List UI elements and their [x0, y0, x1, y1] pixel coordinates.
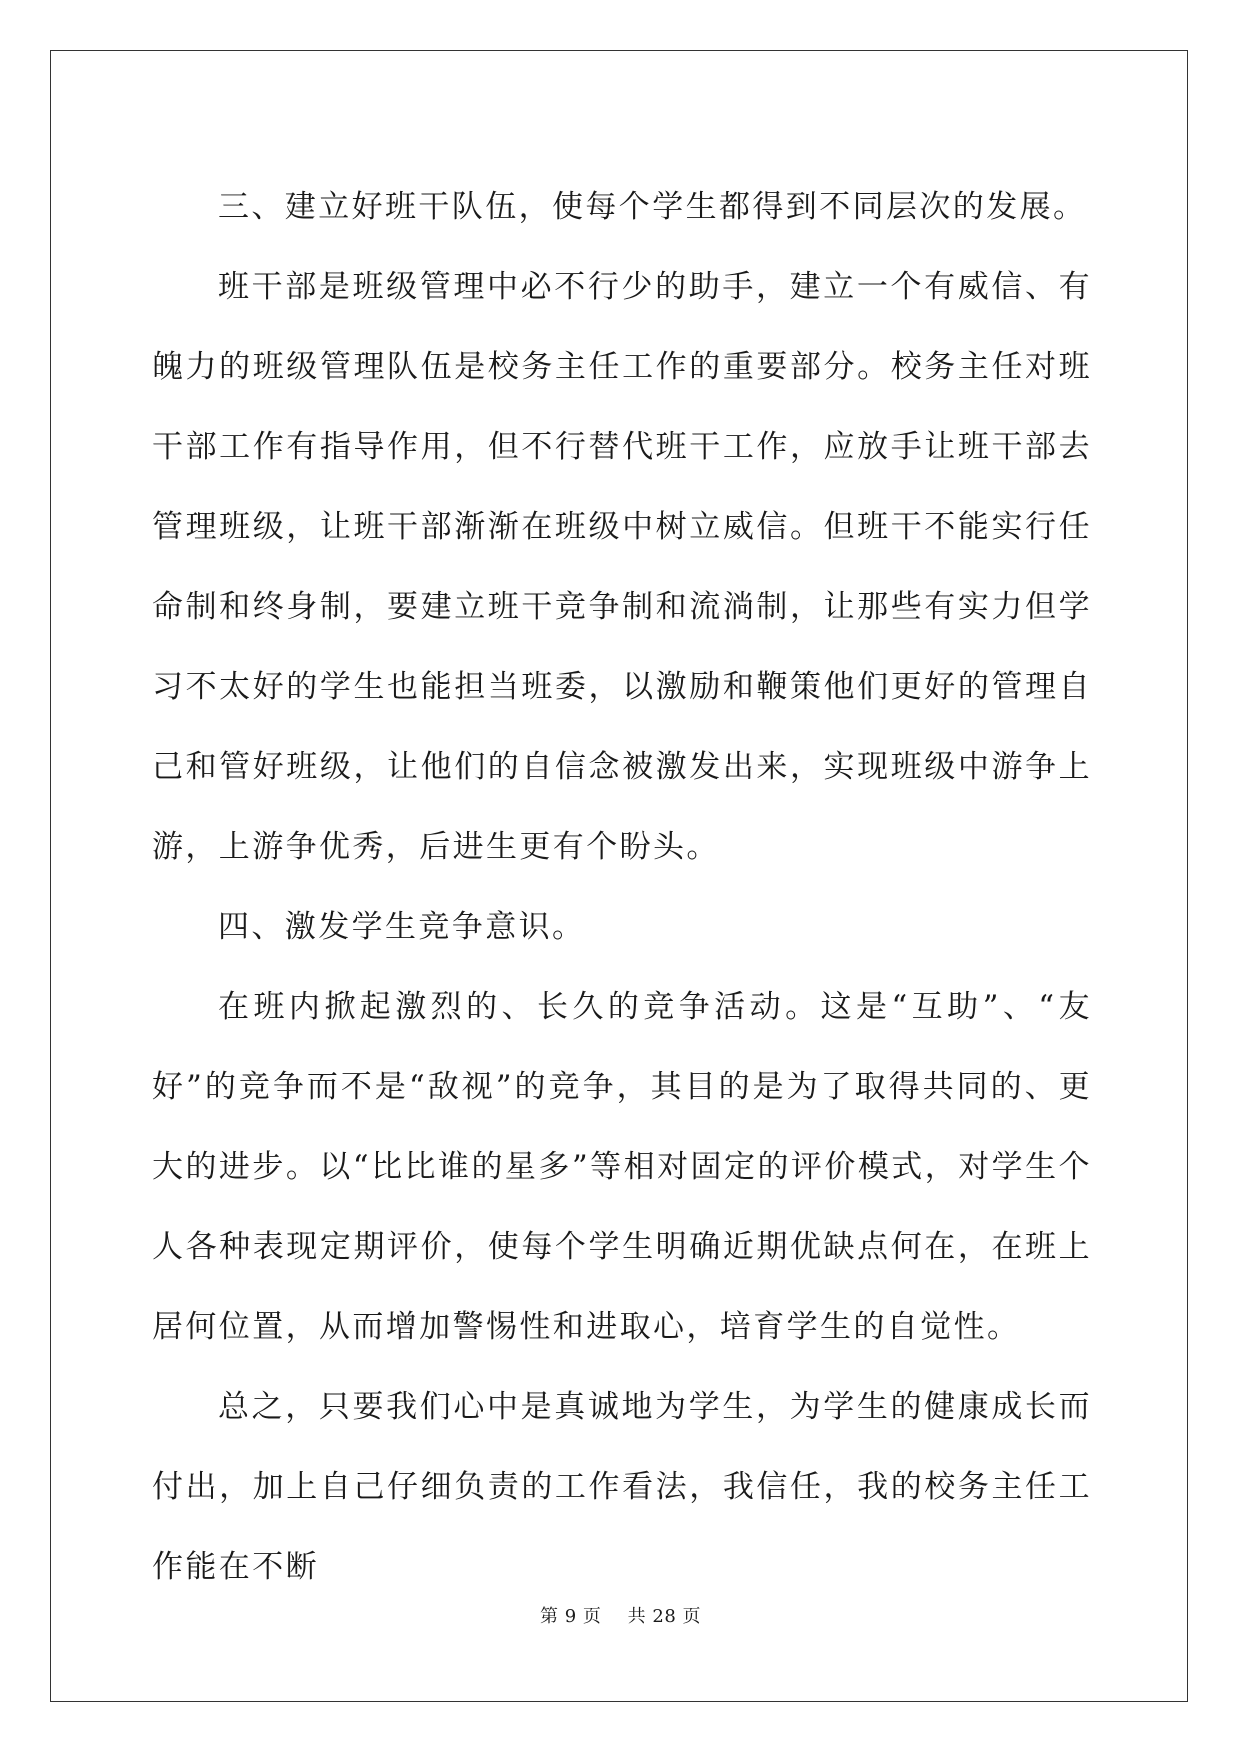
paragraph-heading-4: 四、激发学生竞争意识。	[218, 909, 586, 945]
paragraph-heading-3: 三、建立好班干队伍，使每个学生都得到不同层次的发展。	[218, 189, 1087, 225]
paragraph-conclusion: 总之，只要我们心中是真诚地为学生，为学生的健康成长而付出，加上自己仔细负责的工作看法，我信任，我的校务主任工作能在不断	[152, 1389, 1092, 1585]
page-footer	[0, 1602, 1241, 1628]
document-body	[152, 167, 1092, 1607]
page-number: 第 9 页	[540, 1606, 602, 1627]
paragraph-class-cadre: 班干部是班级管理中必不行少的助手，建立一个有威信、有魄力的班级管理队伍是校务主任工作的重要部分。校务主任对班干部工作有指导作用，但不行替代班干工作，应放手让班干部去管理班级，让班干部渐渐在班级中树立威信。但班干不能实行任命制和终身制，要建立班干竞争制和流淌制，让那些有实力但学习不太好的学生也能担当班委，以激励和鞭策他们更好的管理自己和管好班级，让他们的自信念被激发出来，实现班级中游争上游，上游争优秀，后进生更有个盼头。	[152, 269, 1092, 865]
page-total: 共 28 页	[627, 1606, 701, 1627]
paragraph-competition: 在班内掀起激烈的、长久的竞争活动。这是“互助”、“友好”的竞争而不是“敌视”的竞争，其目的是为了取得共同的、更大的进步。以“比比谁的星多”等相对固定的评价模式，对学生个人各种表现定期评价，使每个学生明确近期优缺点何在，在班上居何位置，从而增加警惕性和进取心，培育学生的自觉性。	[152, 989, 1092, 1345]
